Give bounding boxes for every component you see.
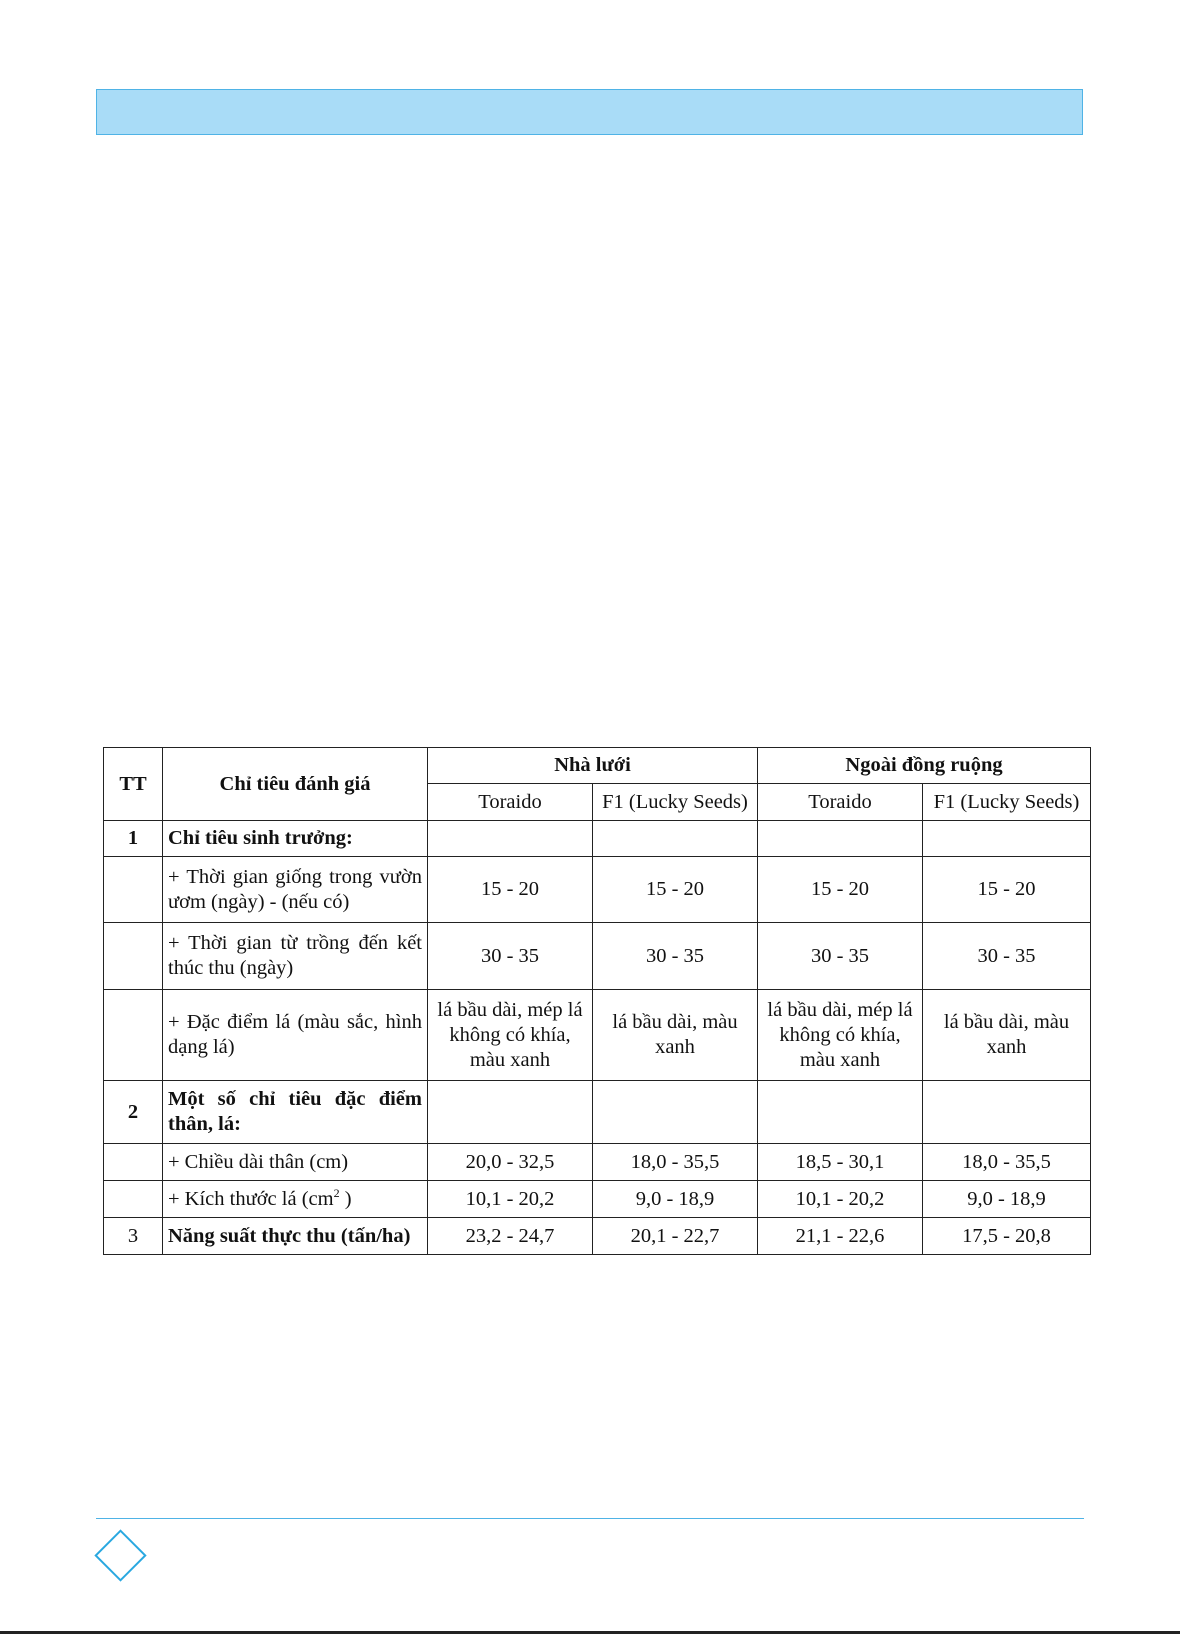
table-row bbox=[104, 1081, 1091, 1144]
row-label: Năng suất thực thu (tấn/ha) bbox=[163, 1218, 428, 1255]
row-value: 20,0 - 32,5 bbox=[428, 1144, 593, 1181]
row-label: + Thời gian từ trồng đến kết thúc thu (ngày) bbox=[163, 923, 428, 990]
row-value: 9,0 - 18,9 bbox=[923, 1181, 1091, 1218]
row-label: + Thời gian giống trong vườn ươm (ngày) - (nếu có) bbox=[163, 857, 428, 923]
footer-rule bbox=[96, 1518, 1084, 1519]
row-value: 15 - 20 bbox=[923, 857, 1091, 923]
row-value: lá bầu dài, màu xanh bbox=[593, 990, 758, 1081]
row-tt bbox=[104, 990, 163, 1081]
header-group-ngoai-dong-ruong: Ngoài đồng ruộng bbox=[758, 748, 1091, 784]
table-row bbox=[104, 1218, 1091, 1255]
row-value: 30 - 35 bbox=[923, 923, 1091, 990]
row-value: 10,1 - 20,2 bbox=[428, 1181, 593, 1218]
row-tt bbox=[104, 857, 163, 923]
row-value: 10,1 - 20,2 bbox=[758, 1181, 923, 1218]
row-value: 15 - 20 bbox=[758, 857, 923, 923]
row-label-end: ) bbox=[339, 1187, 352, 1210]
row-value: 23,2 - 24,7 bbox=[428, 1218, 593, 1255]
row-value: 15 - 20 bbox=[428, 857, 593, 923]
table-row bbox=[104, 857, 1091, 923]
row-label: + Chiều dài thân (cm) bbox=[163, 1144, 428, 1181]
subheader-cell: Toraido bbox=[758, 784, 923, 821]
row-value bbox=[428, 1081, 593, 1144]
row-label bbox=[163, 1181, 428, 1218]
row-value: 18,5 - 30,1 bbox=[758, 1144, 923, 1181]
table-row bbox=[104, 821, 1091, 857]
row-tt bbox=[104, 1144, 163, 1181]
header-tt: TT bbox=[104, 748, 163, 821]
row-value: 17,5 - 20,8 bbox=[923, 1218, 1091, 1255]
table-row bbox=[104, 990, 1091, 1081]
row-tt bbox=[104, 923, 163, 990]
header-group-nha-luoi: Nhà lưới bbox=[428, 748, 758, 784]
row-value: lá bầu dài, màu xanh bbox=[923, 990, 1091, 1081]
row-value: 30 - 35 bbox=[428, 923, 593, 990]
row-value bbox=[593, 821, 758, 857]
row-value: 30 - 35 bbox=[758, 923, 923, 990]
row-value: 15 - 20 bbox=[593, 857, 758, 923]
evaluation-table bbox=[103, 747, 1091, 1255]
table-row bbox=[104, 923, 1091, 990]
row-value: 20,1 - 22,7 bbox=[593, 1218, 758, 1255]
row-value: 21,1 - 22,6 bbox=[758, 1218, 923, 1255]
subheader-cell: Toraido bbox=[428, 784, 593, 821]
row-value bbox=[593, 1081, 758, 1144]
row-value bbox=[923, 821, 1091, 857]
subheader-cell: F1 (Lucky Seeds) bbox=[923, 784, 1091, 821]
row-value: 30 - 35 bbox=[593, 923, 758, 990]
row-tt bbox=[104, 1181, 163, 1218]
row-value bbox=[758, 821, 923, 857]
table-row bbox=[104, 1181, 1091, 1218]
row-value: 18,0 - 35,5 bbox=[923, 1144, 1091, 1181]
row-value bbox=[758, 1081, 923, 1144]
row-value: 18,0 - 35,5 bbox=[593, 1144, 758, 1181]
row-label-text: + Kích thước lá (cm bbox=[168, 1187, 334, 1210]
row-value: lá bầu dài, mép lá không có khía, màu xanh bbox=[428, 990, 593, 1081]
table-row bbox=[104, 1144, 1091, 1181]
row-label-superscript: 2 bbox=[333, 1186, 340, 1201]
page-header-band bbox=[96, 89, 1083, 135]
row-label: Chỉ tiêu sinh trưởng: bbox=[163, 821, 428, 857]
header-criteria: Chỉ tiêu đánh giá bbox=[163, 748, 428, 821]
row-tt: 2 bbox=[104, 1081, 163, 1144]
row-label: + Đặc điểm lá (màu sắc, hình dạng lá) bbox=[163, 990, 428, 1081]
row-value bbox=[428, 821, 593, 857]
row-label: Một số chỉ tiêu đặc điểm thân, lá: bbox=[163, 1081, 428, 1144]
diamond-icon bbox=[94, 1529, 146, 1581]
row-value bbox=[923, 1081, 1091, 1144]
row-value: 9,0 - 18,9 bbox=[593, 1181, 758, 1218]
subheader-cell: F1 (Lucky Seeds) bbox=[593, 784, 758, 821]
row-tt: 1 bbox=[104, 821, 163, 857]
row-tt: 3 bbox=[104, 1218, 163, 1255]
row-value: lá bầu dài, mép lá không có khía, màu xanh bbox=[758, 990, 923, 1081]
